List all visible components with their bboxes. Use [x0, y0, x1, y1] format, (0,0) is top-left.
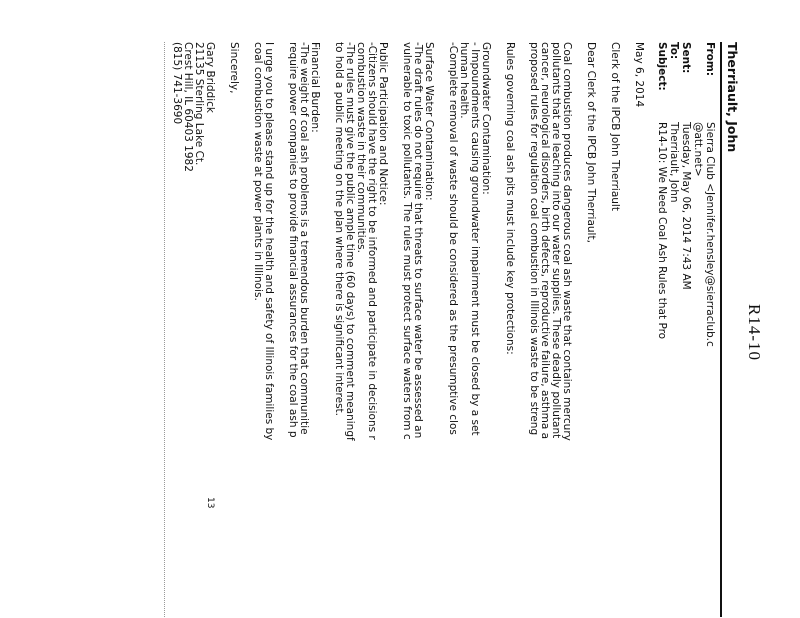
urge-line-2: coal combustion waste at power plants in Illinois. — [252, 42, 264, 301]
urge-line-1: I urge you to please stand up for the health and safety of Illinois families by — [263, 42, 275, 441]
from-value-cont: @att.net> — [692, 122, 704, 177]
rotated-document — [40, 42, 764, 617]
signer-street: 21135 Sterling Lake Ct. — [193, 42, 205, 166]
subject-label: Subject: — [656, 42, 668, 91]
groundwater-line-2: human health. — [458, 42, 470, 119]
sender-heading: Therriault, John — [725, 42, 740, 153]
signer-name: Gary Briddick — [204, 42, 216, 113]
intro-line-1: Coal combustion produces dangerous coal ash waste that contains mercury — [561, 42, 573, 441]
sent-value: Tuesday, May 06, 2014 7:43 AM — [680, 122, 692, 290]
rules-line: Rules governing coal ash pits must include key protections: — [504, 42, 516, 355]
intro-line-4: proposed rules for regulation coal combustion in Illinois waste to be streng — [528, 42, 540, 436]
surface-line-1: -The draft rules do not require that threats to surface water be assessed an — [412, 42, 424, 439]
date-line: May 6, 2014 — [633, 42, 645, 108]
groundwater-line-1: - Impoundments causing groundwater impairment must be closed by a set — [469, 42, 481, 436]
public-line-1: -Citizens should have the right to be informed and participate in decisions r — [366, 42, 378, 440]
salutation: Dear Clerk of the IPCB John Therriault, — [585, 42, 597, 243]
page-mark: 13 — [205, 497, 215, 509]
groundwater-line-3: -Complete removal of waste should be considered as the presumptive clos — [447, 42, 459, 435]
intro-line-2: pollutants that are leaching into our water supplies. These deadly pollutant — [550, 42, 562, 439]
subject-value: R14-10: We Need Coal Ash Rules that Pro — [656, 122, 668, 340]
intro-line-3: cancer, neurological disorders, birth defects, reproductive failure, asthma a — [539, 42, 551, 440]
to-label: To: — [668, 42, 680, 60]
surface-line-2: vulnerable to toxic pollutants. The rules must protect surface waters from c — [401, 42, 413, 440]
public-line-4: to hold a public meeting on the plan where there is significant interest. — [333, 42, 345, 417]
public-heading: Public Participation and Notice: — [377, 42, 389, 206]
financial-heading: Financial Burden: — [309, 42, 321, 133]
public-line-3: -The rules must give the public ample time (60 days) to comment meaningf — [344, 42, 356, 441]
heading-rule — [720, 42, 722, 617]
groundwater-heading: Groundwater Contamination: — [480, 42, 492, 195]
financial-line-1: -The weight of coal ash problems is a tremendous burden that communitie — [298, 42, 310, 435]
financial-line-2: require power companies to provide financial assurances for the coal ash p — [287, 42, 299, 438]
scan-margin-dots — [164, 42, 165, 617]
signer-city: Crest Hill, IL 60403 1982 — [182, 42, 194, 172]
docket-number: R14-10 — [745, 304, 764, 361]
signer-phone: (815) 741-3690 — [171, 42, 183, 125]
public-line-2: combustion waste in their communities. — [355, 42, 367, 253]
from-label: From: — [704, 42, 716, 77]
surface-heading: Surface Water Contamination: — [423, 42, 435, 201]
to-value: Therriault, John — [668, 122, 680, 203]
sent-label: Sent: — [680, 42, 692, 74]
recipient-line: Clerk of the IPCB John Therriault — [609, 42, 621, 211]
from-value: Sierra Club <Jennifer.hensley@sierraclub.c — [704, 122, 716, 347]
closing: Sincerely, — [228, 42, 240, 94]
